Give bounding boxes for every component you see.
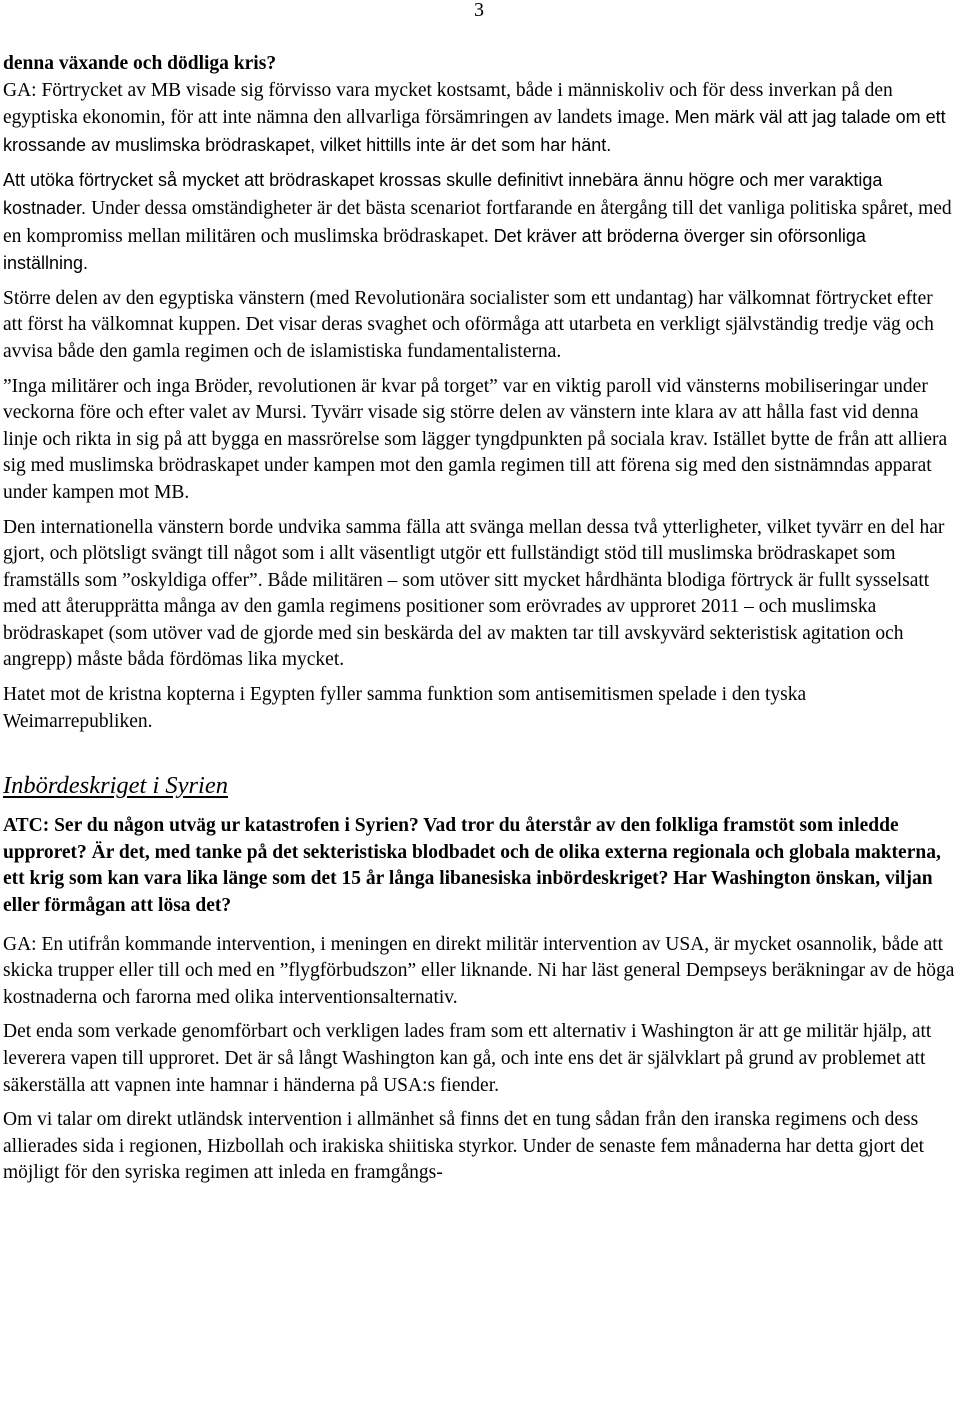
- body-paragraph: [3, 682, 955, 735]
- paragraph-text-run: Att utöka förtrycket så mycket att brödraskapet krossas skulle definitivt innebära ännu högre och mer varaktiga kostnader.: [3, 170, 883, 218]
- interview-question: ATC: Ser du någon utväg ur katastrofen i Syrien? Vad tror du återstår av den folkliga framstöt som inledde upproret? Är det, med tanke på det sekteristiska blodbadet och de olika externa regionala och globala makterna, ett krig som kan vara lika länge som det 15 år långa libanesiska inbördeskriget? Har Washington önskan, viljan eller förmågan att lösa det?: [3, 815, 941, 917]
- paragraph-text-run: Hatet mot de kristna kopterna i Egypten fyller samma funktion som antisemitismen spelade i den tyska Weimarrepubliken.: [3, 684, 807, 732]
- page-number: 3: [474, 0, 484, 21]
- paragraph-text-run: Det enda som verkade genomförbart och verkligen lades fram som ett alternativ i Washington är att ge militär hjälp, att leverera vapen till upproret. Det är så långt Washington kan gå, och inte ens det är självklart på grund av problemet att säkerställa att vapnen inte hamnar i händerna på USA:s fiender.: [3, 1021, 932, 1096]
- document-body: [3, 51, 955, 1195]
- body-paragraphs-bottom: [3, 932, 955, 1187]
- paragraph-text-run: Den internationella vänstern borde undvika samma fälla att svänga mellan dessa två ytterligheter, vilket tyvärr en del har gjort, och plötsligt svängt till något som i allt väsentligt utgör ett fullständigt stöd till muslimska brödraskapet som framställs som ”oskyldiga offer”. Både militären – som utöver sitt mycket hårdhänta blodiga förtryck är fullt sysselsatt med att återupprätta många av den gamla regimens positioner som erövrades av upproret 2011 – och muslimska brödraskapet (som utöver vad de gjorde med sin beskärda del av makten tar till avskyvärd sekteristisk agitation och angrepp) måste båda fördömas lika mycket.: [3, 516, 945, 671]
- body-paragraphs-top: [3, 78, 955, 736]
- paragraph-text-run: Under dessa omständigheter är det bästa scenariot fortfarande en återgång till det vanliga politiska spåret, med en kompromiss mellan militären och muslimska brödraskapet.: [3, 197, 952, 247]
- lead-line: denna växande och dödliga kris?: [3, 53, 277, 74]
- body-paragraph: [3, 167, 955, 277]
- body-paragraph: [3, 932, 955, 1012]
- body-paragraph: [3, 1019, 955, 1099]
- body-paragraph: [3, 1107, 955, 1187]
- section-heading: Inbördeskriget i Syrien: [3, 772, 228, 800]
- paragraph-text-run: GA: Förtrycket av MB visade sig förvisso vara mycket kostsamt, både i människoliv och för dess inverkan på den egyptiska ekonomin, för att inte nämna den allvarliga försämringen av landets image.: [3, 79, 893, 129]
- paragraph-text-run: GA: En utifrån kommande intervention, i meningen en direkt militär intervention av USA, är mycket osannolik, både att skicka trupper eller till och med en ”flygförbudszon” eller liknande. Ni har läst general Dempseys beräkningar av de höga kostnaderna och farorna med olika interventionsalternativ.: [3, 933, 955, 1008]
- paragraph-text-run: Men märk väl att jag talade om ett krossande av muslimska brödraskapet, vilket hittills inte är det som har hänt.: [3, 107, 946, 155]
- paragraph-text-run: ”Inga militärer och inga Bröder, revolutionen är kvar på torget” var en viktig paroll vid vänsterns mobiliseringar under veckorna före och efter valet av Mursi. Tyvärr visade sig större delen av vänstern inte klara av att hålla fast vid denna linje och rikta in sig på att bygga en massrörelse som lägger tyngdpunkten på sociala krav. Istället bytte de från att alliera sig med muslimska brödraskapet under kampen mot den gamla regimen till att förena sig med den sistnämndas apparat under kampen mot MB.: [3, 375, 948, 503]
- body-paragraph: [3, 286, 955, 366]
- paragraph-text-run: Om vi talar om direkt utländsk intervention i allmänhet så finns det en tung sådan från den iranska regimens och dess allierades sida i regionen, Hizbollah och irakiska shiitiska styrkor. Under de senaste fem månaderna har detta gjort det möjligt för den syriska regimen att inleda en framgångs-: [3, 1109, 925, 1184]
- paragraph-text-run: Det kräver att bröderna överger sin oförsonliga inställning.: [3, 225, 866, 274]
- paragraph-text-run: Större delen av den egyptiska vänstern (med Revolutionära socialister som ett undantag) har välkomnat förtrycket efter att först ha välkomnat kuppen. Det visar deras svaghet och oförmåga att utarbeta en verkligt självständig tredje väg och avvisa både den gamla regimen och de islamistiska fundamentalisterna.: [3, 287, 934, 362]
- body-paragraph: [3, 78, 955, 160]
- body-paragraph: [3, 374, 955, 507]
- body-paragraph: [3, 515, 955, 675]
